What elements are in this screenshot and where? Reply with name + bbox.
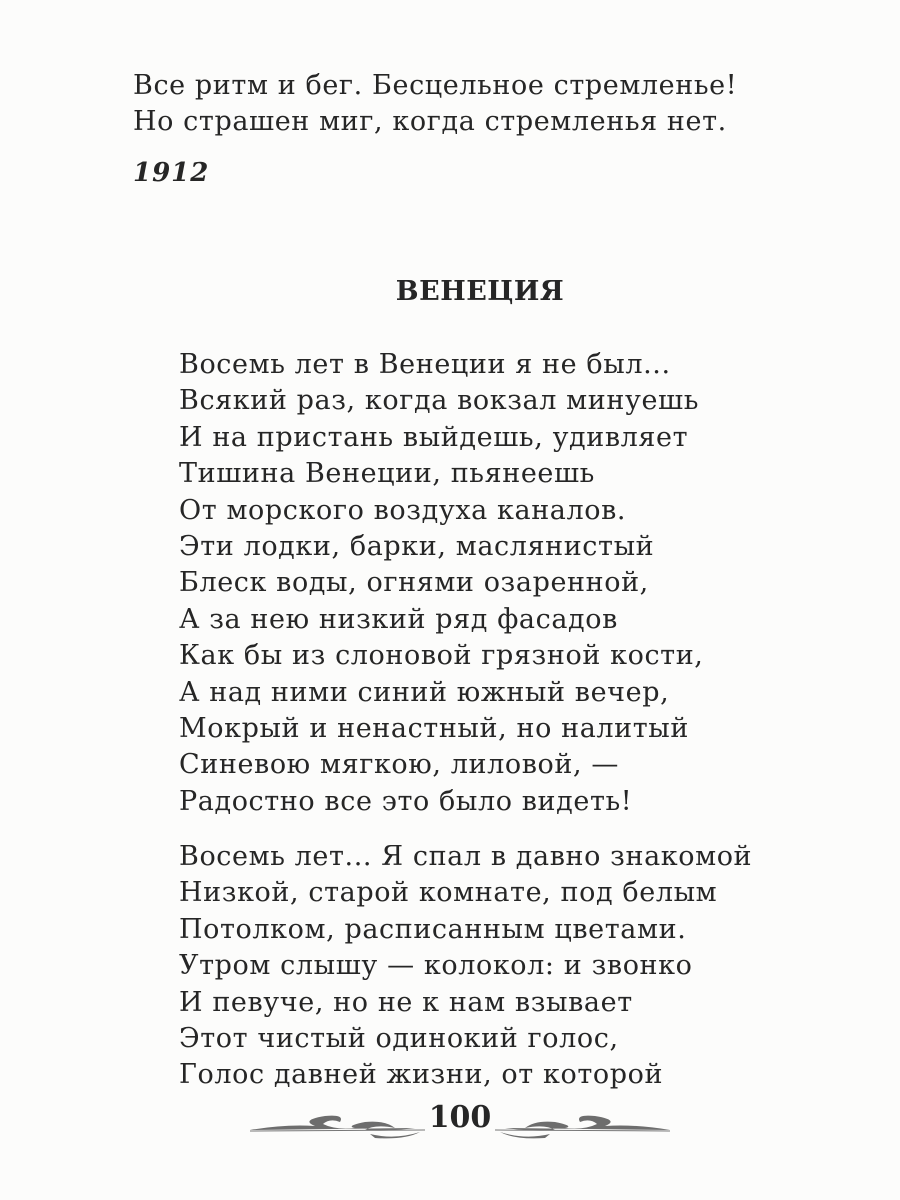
poem-line: Голос давней жизни, от которой	[179, 1059, 664, 1091]
poem-line: Потолком, расписанным цветами.	[179, 913, 687, 945]
poem-line: Низкой, старой комнате, под белым	[179, 877, 718, 909]
poem-line: И певуче, но не к нам взывает	[179, 986, 633, 1018]
poem-line: И на пристань выйдешь, удивляет	[179, 421, 689, 453]
page-number: 100	[428, 1100, 492, 1135]
stanza-2	[179, 839, 752, 1094]
poem-line: Восемь лет... Я спал в давно знакомой	[179, 841, 753, 872]
stanza-1	[179, 347, 703, 820]
poem-line: Восемь лет в Венеции я не был...	[179, 349, 671, 380]
poem-line: Утром слышу — колокол: и звонко	[179, 950, 693, 982]
previous-poem-line: Все ритм и бег. Бесцельное стремленье!	[133, 70, 738, 101]
poem-line: А за нею низкий ряд фасадов	[179, 603, 618, 635]
poem-line: А над ними синий южный вечер,	[179, 676, 670, 708]
poem-line: От морского воздуха каналов.	[179, 494, 627, 526]
poem-line: Как бы из слоновой грязной кости,	[179, 640, 704, 672]
previous-poem-line: Но страшен миг, когда стремленья нет.	[133, 106, 727, 137]
poem-line: Блеск воды, огнями озаренной,	[179, 567, 649, 599]
poem-year: 1912	[133, 158, 210, 188]
poem-line: Тишина Венеции, пьянеешь	[179, 458, 595, 490]
poem-line: Этот чистый одинокий голос,	[179, 1023, 619, 1055]
poem-title: ВЕНЕЦИЯ	[395, 276, 565, 307]
poem-line: Радостно все это было видеть!	[179, 785, 633, 817]
poem-line: Эти лодки, барки, маслянистый	[179, 531, 655, 563]
poem-line: Всякий раз, когда вокзал минуешь	[179, 385, 700, 417]
poem-line: Мокрый и ненастный, но налитый	[179, 713, 689, 745]
poem-line: Синевою мягкою, лиловой, —	[179, 749, 619, 781]
page-footer	[245, 1100, 675, 1150]
